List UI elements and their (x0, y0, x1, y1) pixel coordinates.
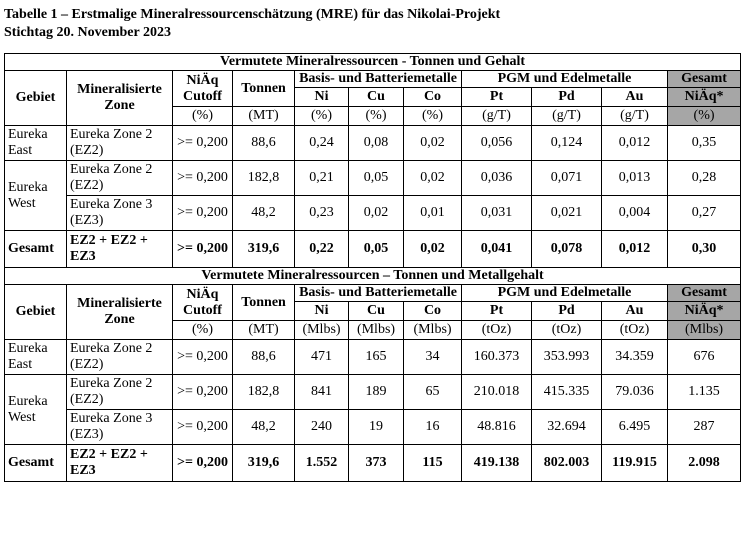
table-row (5, 375, 741, 410)
table-row (5, 196, 741, 231)
section-title: Vermutete Mineralressourcen - Tonnen und Gehalt (5, 54, 741, 71)
unit-ni: (%) (295, 107, 349, 126)
unit-pt: (g/T) (462, 107, 532, 126)
cell-pt: 0,056 (462, 126, 532, 161)
cell-zone: Eureka Zone 2 (EZ2) (67, 375, 173, 410)
cell-zone: Eureka Zone 3 (EZ3) (67, 196, 173, 231)
cell-ni: 0,24 (295, 126, 349, 161)
col-header-gebiet: Gebiet (5, 285, 67, 340)
col-header-pt: Pt (462, 88, 532, 107)
cell-gebiet: Eureka West (5, 375, 67, 445)
cell-pt: 0,031 (462, 196, 532, 231)
cell-pt: 210.018 (462, 375, 532, 410)
cell-cu: 0,05 (349, 161, 404, 196)
unit-au: (tOz) (602, 321, 668, 340)
cell-niaq: 0,27 (668, 196, 741, 231)
cell-au: 0,012 (602, 126, 668, 161)
col-header-ni: Ni (295, 302, 349, 321)
section-title: Vermutete Mineralressourcen – Tonnen und Metallgehalt (5, 268, 741, 285)
cell-niaq: 0,35 (668, 126, 741, 161)
table-row (5, 340, 741, 375)
unit-tonnen: (MT) (233, 321, 295, 340)
unit-co: (%) (404, 107, 462, 126)
cell-tonnen: 182,8 (233, 161, 295, 196)
cell-tonnen: 182,8 (233, 375, 295, 410)
col-header-tonnen: Tonnen (233, 71, 295, 107)
total-cutoff: >= 0,200 (173, 231, 233, 268)
cell-au: 79.036 (602, 375, 668, 410)
total-tonnen: 319,6 (233, 445, 295, 482)
col-header-co: Co (404, 88, 462, 107)
cell-au: 34.359 (602, 340, 668, 375)
unit-pd: (tOz) (532, 321, 602, 340)
total-label: Gesamt (5, 231, 67, 268)
cell-co: 0,02 (404, 161, 462, 196)
cell-niaq: 676 (668, 340, 741, 375)
table-row (5, 126, 741, 161)
cell-gebiet: Eureka East (5, 340, 67, 375)
cell-co: 16 (404, 410, 462, 445)
cell-niaq: 0,28 (668, 161, 741, 196)
cell-au: 6.495 (602, 410, 668, 445)
cell-cu: 165 (349, 340, 404, 375)
total-ni: 1.552 (295, 445, 349, 482)
cell-zone: Eureka Zone 3 (EZ3) (67, 410, 173, 445)
col-header-gebiet: Gebiet (5, 71, 67, 126)
unit-pd: (g/T) (532, 107, 602, 126)
cell-gebiet: Eureka East (5, 126, 67, 161)
cell-tonnen: 48,2 (233, 410, 295, 445)
col-header-tonnen: Tonnen (233, 285, 295, 321)
cell-pt: 0,036 (462, 161, 532, 196)
total-zone: EZ2 + EZ2 + EZ3 (67, 445, 173, 482)
cell-pd: 0,124 (532, 126, 602, 161)
total-pd: 0,078 (532, 231, 602, 268)
group-header-basis: Basis- und Batteriemetalle (295, 285, 462, 302)
col-header-co: Co (404, 302, 462, 321)
cell-cu: 19 (349, 410, 404, 445)
cell-pd: 32.694 (532, 410, 602, 445)
cell-tonnen: 88,6 (233, 126, 295, 161)
section-title-row (5, 268, 741, 285)
cell-cu: 189 (349, 375, 404, 410)
total-au: 119.915 (602, 445, 668, 482)
cell-au: 0,004 (602, 196, 668, 231)
cell-niaq: 1.135 (668, 375, 741, 410)
cell-pt: 160.373 (462, 340, 532, 375)
total-co: 0,02 (404, 231, 462, 268)
unit-tonnen: (MT) (233, 107, 295, 126)
cell-zone: Eureka Zone 2 (EZ2) (67, 340, 173, 375)
total-ni: 0,22 (295, 231, 349, 268)
col-header-niaq: NiÄq* (668, 88, 741, 107)
total-au: 0,012 (602, 231, 668, 268)
cell-ni: 240 (295, 410, 349, 445)
cell-co: 34 (404, 340, 462, 375)
total-niaq: 2.098 (668, 445, 741, 482)
cell-ni: 471 (295, 340, 349, 375)
cell-pd: 0,021 (532, 196, 602, 231)
cell-zone: Eureka Zone 2 (EZ2) (67, 161, 173, 196)
col-header-niaq: NiÄq* (668, 302, 741, 321)
unit-pt: (tOz) (462, 321, 532, 340)
total-row (5, 445, 741, 482)
col-header-cutoff: NiÄq Cutoff (173, 285, 233, 321)
total-niaq: 0,30 (668, 231, 741, 268)
col-header-cu: Cu (349, 302, 404, 321)
cell-pd: 0,071 (532, 161, 602, 196)
cell-tonnen: 48,2 (233, 196, 295, 231)
cell-cu: 0,02 (349, 196, 404, 231)
unit-ni: (Mlbs) (295, 321, 349, 340)
total-tonnen: 319,6 (233, 231, 295, 268)
cell-cu: 0,08 (349, 126, 404, 161)
total-pt: 0,041 (462, 231, 532, 268)
col-header-pd: Pd (532, 302, 602, 321)
col-header-au: Au (602, 88, 668, 107)
cell-cutoff: >= 0,200 (173, 340, 233, 375)
total-cu: 373 (349, 445, 404, 482)
total-label: Gesamt (5, 445, 67, 482)
cell-cutoff: >= 0,200 (173, 126, 233, 161)
table-row (5, 410, 741, 445)
table-caption (4, 6, 500, 42)
cell-cutoff: >= 0,200 (173, 410, 233, 445)
mineral-resource-table (4, 53, 741, 482)
unit-cu: (%) (349, 107, 404, 126)
col-header-cu: Cu (349, 88, 404, 107)
cell-niaq: 287 (668, 410, 741, 445)
cell-zone: Eureka Zone 2 (EZ2) (67, 126, 173, 161)
unit-cu: (Mlbs) (349, 321, 404, 340)
col-header-pt: Pt (462, 302, 532, 321)
group-header-pgm: PGM und Edelmetalle (462, 285, 668, 302)
cell-pt: 48.816 (462, 410, 532, 445)
cell-gebiet: Eureka West (5, 161, 67, 231)
cell-tonnen: 88,6 (233, 340, 295, 375)
total-cu: 0,05 (349, 231, 404, 268)
group-header-gesamt: Gesamt (668, 71, 741, 88)
unit-niaq: (Mlbs) (668, 321, 741, 340)
cell-cutoff: >= 0,200 (173, 161, 233, 196)
group-header-pgm: PGM und Edelmetalle (462, 71, 668, 88)
cell-au: 0,013 (602, 161, 668, 196)
group-header-gesamt: Gesamt (668, 285, 741, 302)
cell-co: 65 (404, 375, 462, 410)
total-zone: EZ2 + EZ2 + EZ3 (67, 231, 173, 268)
cell-ni: 0,23 (295, 196, 349, 231)
col-header-zone: Mineralisierte Zone (67, 285, 173, 340)
cell-co: 0,02 (404, 126, 462, 161)
total-pd: 802.003 (532, 445, 602, 482)
total-row (5, 231, 741, 268)
col-header-pd: Pd (532, 88, 602, 107)
cell-cutoff: >= 0,200 (173, 196, 233, 231)
table-row (5, 161, 741, 196)
col-header-cutoff: NiÄq Cutoff (173, 71, 233, 107)
unit-cutoff: (%) (173, 107, 233, 126)
col-header-ni: Ni (295, 88, 349, 107)
cell-cutoff: >= 0,200 (173, 375, 233, 410)
header-row (5, 285, 741, 302)
cell-pd: 353.993 (532, 340, 602, 375)
cell-co: 0,01 (404, 196, 462, 231)
col-header-au: Au (602, 302, 668, 321)
group-header-basis: Basis- und Batteriemetalle (295, 71, 462, 88)
table-title: Tabelle 1 – Erstmalige Mineralressourcenschätzung (MRE) für das Nikolai-Projekt (4, 7, 501, 22)
table-date: Stichtag 20. November 2023 (4, 25, 171, 40)
section-title-row (5, 54, 741, 71)
unit-au: (g/T) (602, 107, 668, 126)
col-header-zone: Mineralisierte Zone (67, 71, 173, 126)
cell-ni: 841 (295, 375, 349, 410)
unit-co: (Mlbs) (404, 321, 462, 340)
header-row (5, 71, 741, 88)
unit-cutoff: (%) (173, 321, 233, 340)
total-cutoff: >= 0,200 (173, 445, 233, 482)
total-co: 115 (404, 445, 462, 482)
total-pt: 419.138 (462, 445, 532, 482)
unit-niaq: (%) (668, 107, 741, 126)
cell-ni: 0,21 (295, 161, 349, 196)
cell-pd: 415.335 (532, 375, 602, 410)
